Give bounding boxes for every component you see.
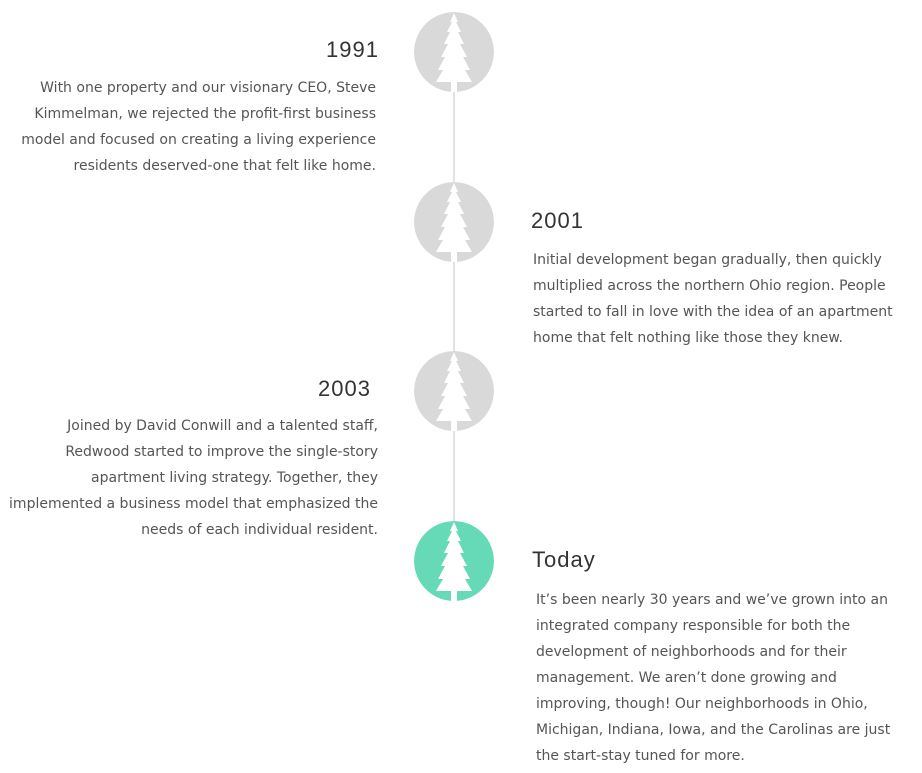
- event-2001-text: Initial development began gradually, then quickly multiplied across the northern Ohio region. People started to fall in love with the idea of an apartment home that felt nothing like those they knew.: [533, 252, 893, 346]
- year-1991: 1991: [326, 37, 379, 62]
- tree-icon: [414, 521, 494, 601]
- tree-icon: [414, 12, 494, 92]
- year-today: Today: [532, 547, 596, 572]
- event-2003-text: Joined by David Conwill and a talented staff, Redwood started to improve the single-story apartment living strategy. Together, they implemented a business model that emphasized the needs of each individual resident.: [9, 418, 378, 538]
- tree-node-today: [414, 521, 494, 601]
- event-1991-text: With one property and our visionary CEO, Steve Kimmelman, we rejected the profit-first business model and focused on creating a living experience residents deserved-one that felt like home.: [21, 80, 376, 174]
- tree-node-2001: [414, 182, 494, 262]
- tree-icon: [414, 182, 494, 262]
- year-2001: 2001: [531, 208, 584, 233]
- tree-icon: [414, 351, 494, 431]
- timeline-line: [453, 50, 455, 570]
- year-2003: 2003: [318, 376, 371, 401]
- event-today-text: It’s been nearly 30 years and we’ve grown into an integrated company responsible for both the development of neighborhoods and for their management. We aren’t done growing and improving, though! Our neighborhoods in Ohio, Michigan, Indiana, Iowa, and the Carolinas are just the start-stay tuned for more.: [536, 592, 891, 764]
- tree-node-2003: [414, 351, 494, 431]
- tree-node-1991: [414, 12, 494, 92]
